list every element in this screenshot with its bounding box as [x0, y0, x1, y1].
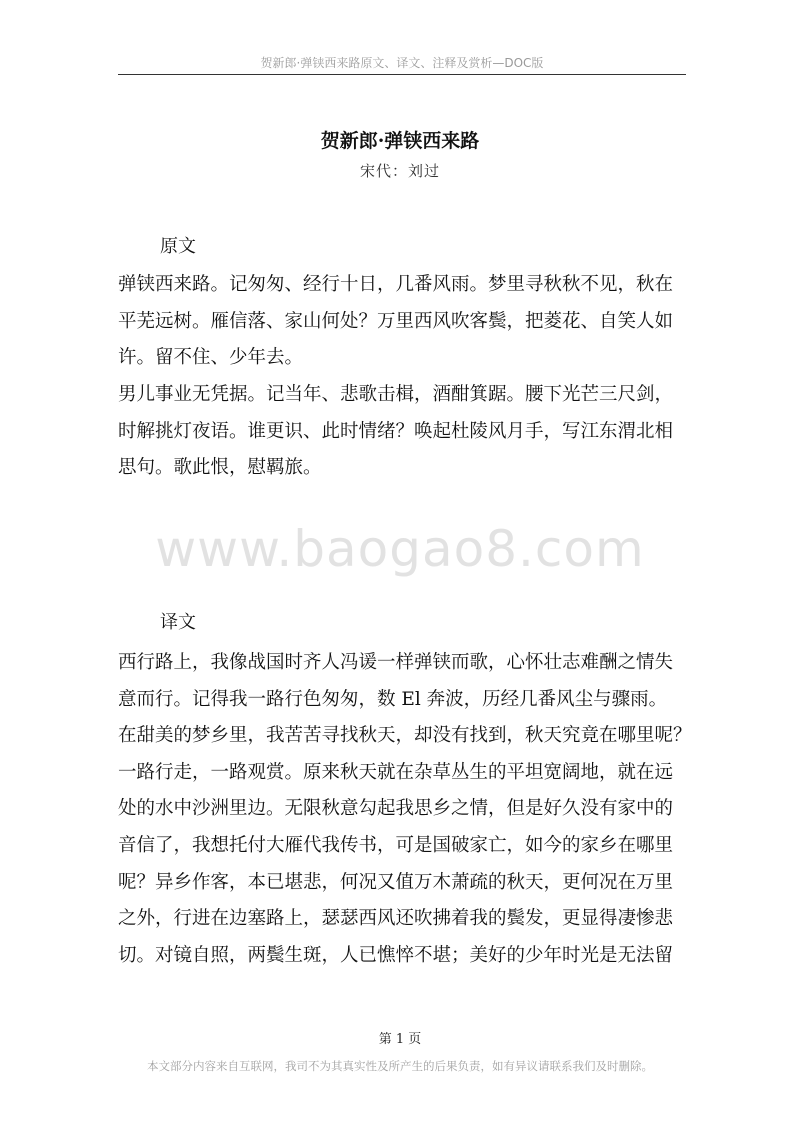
watermark: www.baogao8.com: [155, 520, 645, 578]
footer-disclaimer: 本文部分内容来自互联网，我司不为其真实性及所产生的后果负责，如有异议请联系我们及时删除。: [147, 1059, 653, 1073]
page-number: 第 1 页: [378, 1032, 422, 1047]
text-line: 意而行。记得我一路行色匆匆，数 El 奔波，历经几番风尘与骤雨。: [118, 688, 668, 710]
original-heading: 原文: [160, 236, 196, 257]
poem-title: 贺新郎·弹铗西来路: [320, 130, 480, 152]
text-line: 男儿事业无凭据。记当年、悲歌击楫，酒酣箕踞。腰下光芒三尺剑，: [118, 384, 674, 405]
text-line: 弹铗西来路。记匆匆、经行十日，几番风雨。梦里寻秋秋不见，秋在: [118, 274, 674, 295]
text-line: 西行路上，我像战国时齐人冯谖一样弹铗而歌，心怀壮志难酬之情失: [118, 652, 674, 673]
text-line: 时解挑灯夜语。谁更识、此时情绪？唤起杜陵风月手，写江东渭北相: [118, 420, 674, 442]
text-line: 之外，行进在边塞路上，瑟瑟西风还吹拂着我的鬓发，更显得凄惨悲: [118, 908, 674, 930]
text-line: 音信了，我想托付大雁代我传书，可是国破家亡，如今的家乡在哪里: [118, 834, 674, 856]
text-line: 处的水中沙洲里边。无限秋意勾起我思乡之情，但是好久没有家中的: [118, 798, 674, 820]
text-line: 思句。歌此恨，慰羁旅。: [118, 457, 322, 479]
text-line: 一路行走，一路观赏。原来秋天就在杂草丛生的平坦宽阔地，就在远: [118, 761, 674, 783]
original-paragraph-2: [118, 377, 686, 487]
original-paragraph-1: [118, 267, 686, 377]
text-line: 呢？异乡作客，本已堪悲，何况又值万木萧疏的秋天，更何况在万里: [118, 871, 674, 893]
poem-author: 宋代：刘过: [359, 162, 440, 180]
page-header: 贺新郎·弹铗西来路原文、译文、注释及赏析—DOC版: [260, 56, 544, 70]
text-line: 平芜远树。雁信落、家山何处？万里西风吹客鬓，把菱花、自笑人如: [118, 310, 674, 332]
text-line: 在甜美的梦乡里，我苦苦寻找秋天，却没有找到，秋天究竟在哪里呢？: [118, 725, 692, 747]
text-line: 许。留不住、少年去。: [118, 347, 304, 369]
translation-heading: 译文: [160, 612, 196, 633]
header-divider: [118, 74, 686, 75]
translation-paragraph: [118, 645, 692, 974]
text-line: 切。对镜自照，两鬓生斑，人已憔悴不堪；美好的少年时光是无法留: [118, 944, 674, 966]
